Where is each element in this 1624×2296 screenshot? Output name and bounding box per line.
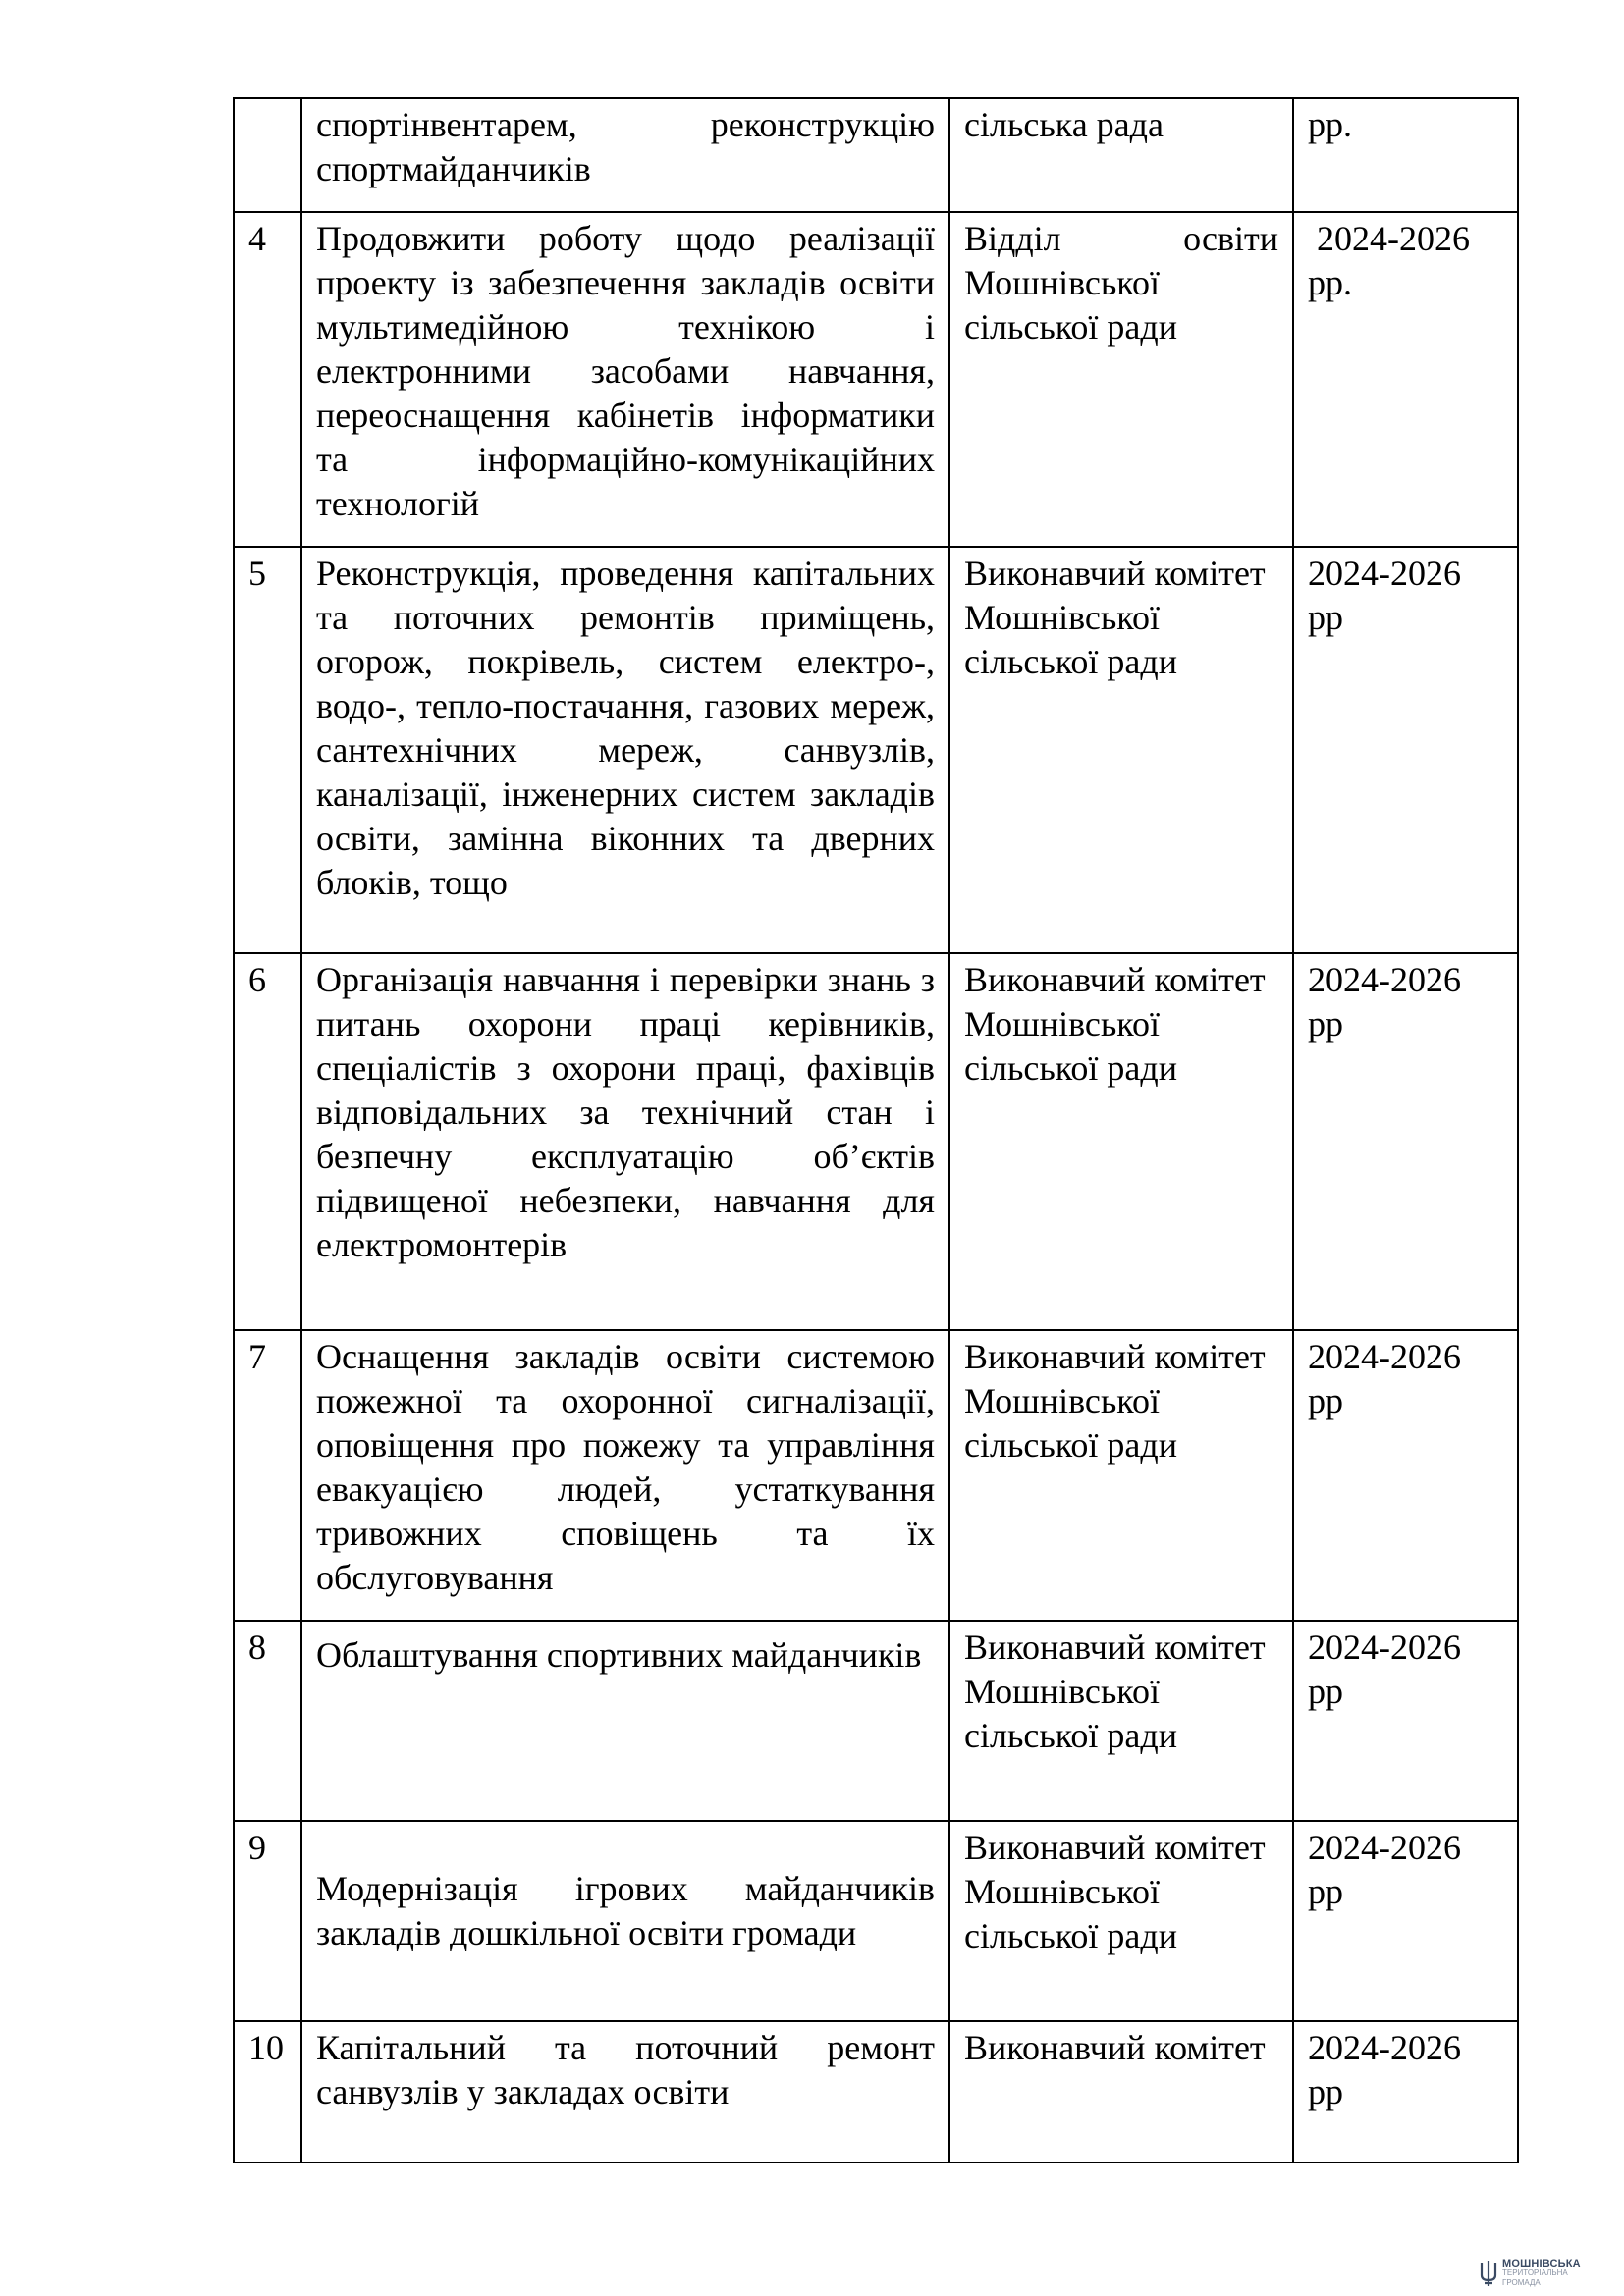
term-text: 2024-2026 рр [1293, 1621, 1518, 1821]
row-number: 9 [234, 1821, 301, 2021]
table-row [234, 98, 1518, 212]
executor-text: Виконавчий комітет Мошнівської сільської ради [949, 1621, 1293, 1821]
measure-cell [301, 1821, 949, 2021]
table-row [234, 2021, 1518, 2163]
measure-text: Капітальний та поточний ремонт санвузлів у закладах освіти [301, 2021, 949, 2163]
term-text: 2024-2026 рр [1293, 1821, 1518, 2021]
spacer [316, 1626, 935, 1633]
measure-text: Продовжити роботу щодо реалізації проекту із забезпечення закладів освіти мультимедійною технікою і електронними засобами навчання, переоснащення кабінетів інформатики та інформаційно-комунікаційних технологій [301, 212, 949, 547]
term-text: 2024-2026 рр [1293, 547, 1518, 953]
row-number: 6 [234, 953, 301, 1330]
spacer [316, 1826, 935, 1867]
trident-icon [1478, 2259, 1499, 2288]
row-number [234, 98, 301, 212]
table-row [234, 953, 1518, 1330]
executor-text: Виконавчий комітет Мошнівської сільської ради [949, 953, 1293, 1330]
table-row [234, 1621, 1518, 1821]
row-number: 10 [234, 2021, 301, 2163]
row-number: 5 [234, 547, 301, 953]
term-text: 2024-2026 рр [1293, 1330, 1518, 1621]
term-text: 2024-2026 рр [1293, 953, 1518, 1330]
executor-text: Виконавчий комітет [949, 2021, 1293, 2163]
row-number: 8 [234, 1621, 301, 1821]
term-text: 2024-2026 рр [1293, 2021, 1518, 2163]
measures-table [233, 97, 1519, 2163]
measure-text: Організація навчання і перевірки знань з питань охорони праці керівників, спеціалістів з охорони праці, фахівців відповідальних за технічний стан і безпечну експлуатацію об’єктів підвищеної небезпеки, навчання для електромонтерів [301, 953, 949, 1330]
table-row [234, 1821, 1518, 2021]
community-logo [1478, 2256, 1581, 2291]
table-row [234, 1330, 1518, 1621]
executor-text: Виконавчий комітет Мошнівської сільської ради [949, 547, 1293, 953]
executor-text: Виконавчий комітет Мошнівської сільської ради [949, 1330, 1293, 1621]
executor-text: Виконавчий комітет Мошнівської сільської ради [949, 1821, 1293, 2021]
row-number: 7 [234, 1330, 301, 1621]
table-row [234, 212, 1518, 547]
logo-title: МОШНІВСЬКА [1502, 2258, 1581, 2269]
measure-text: Реконструкція, проведення капітальних та поточних ремонтів приміщень, огорож, покрівель, систем електро-, водо-, тепло-постачання, газових мереж, сантехнічних мереж, санвузлів, каналізації, інженерних систем закладів освіти, замінна віконних та дверних блоків, тощо [301, 547, 949, 953]
table-row [234, 547, 1518, 953]
executor-text: Відділ освіти Мошнівської сільської ради [949, 212, 1293, 547]
logo-subtitle: ГРОМАДА [1502, 2278, 1541, 2287]
measure-text: Облаштування спортивних майданчиків [316, 1635, 922, 1675]
measure-text: Модернізація ігрових майданчиків закладів дошкільної освіти громади [316, 1869, 935, 1952]
term-text: рр. [1293, 98, 1518, 212]
row-number: 4 [234, 212, 301, 547]
logo-subtitle: ТЕРИТОРІАЛЬНА [1502, 2269, 1568, 2277]
term-text: 2024-2026 рр. [1293, 212, 1518, 547]
measure-text: спортінвентарем, реконструкцію спортмайданчиків [301, 98, 949, 212]
executor-text: сільська рада [949, 98, 1293, 212]
measure-text: Оснащення закладів освіти системою пожежної та охоронної сигналізації, оповіщення про пожежу та управління евакуацією людей, устаткування тривожних сповіщень та їх обслуговування [301, 1330, 949, 1621]
measure-cell [301, 1621, 949, 1821]
